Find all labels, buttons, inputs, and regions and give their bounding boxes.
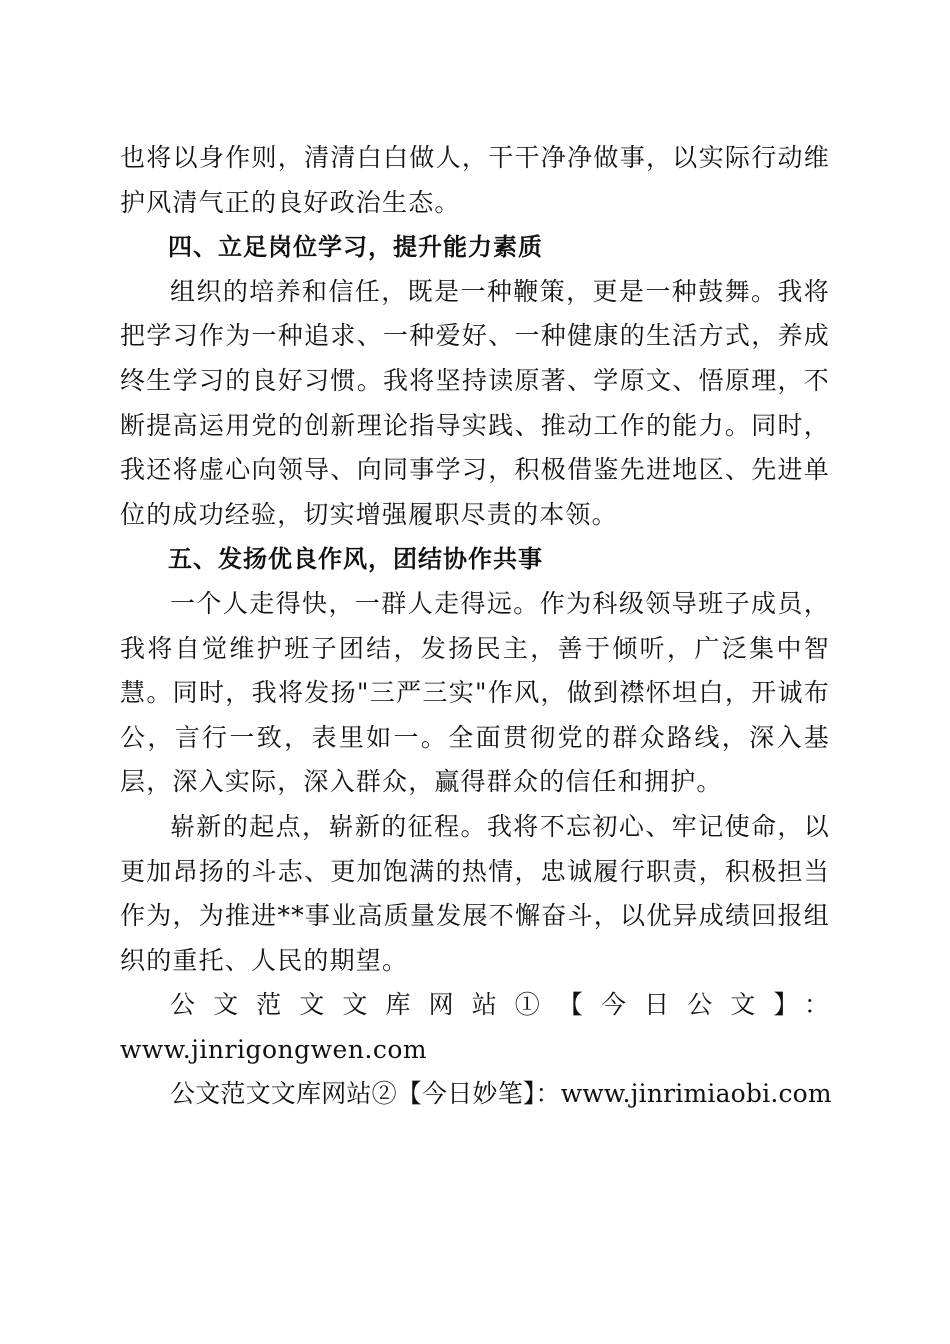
section-heading-5: 五、发扬优良作风，团结协作共事 bbox=[168, 545, 543, 574]
paragraph-continuation: 也将以身作则，清清白白做人，干干净净做事，以实际行动维护风清气正的良好政治生态。 bbox=[120, 143, 830, 217]
website-1-label: 公文范文文库网站①【今日公文】： bbox=[170, 990, 830, 1020]
paragraph-section-5: 一个人走得快，一群人走得远。作为科级领导班子成员，我将自觉维护班子团结，发扬民主，善于倾听，广泛集中智慧。同时，我将发扬"三严三实"作风，做到襟怀坦白，开诚布公，言行一致，表里如一。全面贯彻党的群众路线，深入基层，深入实际，深入群众，赢得群众的信任和拥护。 bbox=[120, 588, 830, 797]
website-2-line: 公文范文文库网站②【今日妙笔】：www.jinrimiaobi.com bbox=[170, 1079, 832, 1109]
paragraph-section-4: 组织的培养和信任，既是一种鞭策，更是一种鼓舞。我将把学习作为一种追求、一种爱好、一种健康的生活方式，养成终生学习的良好习惯。我将坚持读原著、学原文、悟原理，不断提高运用党的创新理论指导实践、推动工作的能力。同时，我还将虚心向领导、向同事学习，积极借鉴先进地区、先进单位的成功经验，切实增强履职尽责的本领。 bbox=[120, 276, 830, 529]
section-heading-4: 四、立足岗位学习，提升能力素质 bbox=[168, 233, 543, 262]
paragraph-closing: 崭新的起点，崭新的征程。我将不忘初心、牢记使命，以更加昂扬的斗志、更加饱满的热情，忠诚履行职责，积极担当作为，为推进**事业高质量发展不懈奋斗，以优异成绩回报组织的重托、人民的期望。 bbox=[120, 811, 830, 975]
document-page bbox=[120, 136, 830, 1117]
website-1-url: www.jinrigongwen.com bbox=[120, 1034, 428, 1064]
